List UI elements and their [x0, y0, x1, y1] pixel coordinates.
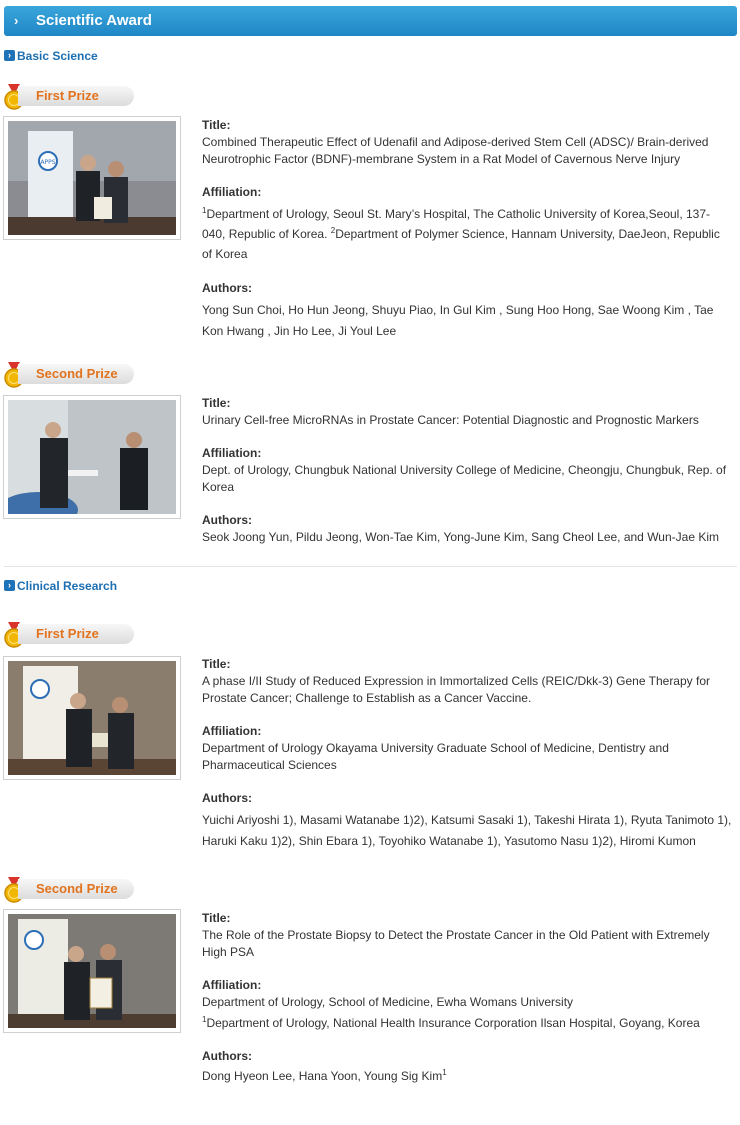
entry-3-details: Title: A phase I/II Study of Reduced Expression in Immortalized Cells (REIC/Dkk-3) Gene Therapy for Prostate Cancer; Challenge to Establish as a Cancer Vaccine. Affiliation: Department of Urology Okayama University Graduate School of Medicine, Dentistry and Pharmaceutical Sciences Authors: Yuichi Ariyoshi 1), Masami Watanabe 1)2), Katsumi Sasaki 1), Takeshi Hirata 1), Ryuta Tanimoto 1), Haruki Kaku 1)2), Shin Ebara 1), Toyohiko Watanabe 1), Yasutomo Nasu 1)2), Hiromi Kumon [202, 656, 732, 852]
arrow-bullet-icon: › [4, 50, 15, 61]
entry-2-details: Title: Urinary Cell-free MicroRNAs in Prostate Cancer: Potential Diagnostic and Prognostic Markers Affiliation: Dept. of Urology, Chungbuk National University College of Medicine, Cheongju, Chungbuk, Rep. of Korea Authors: Seok Joong Yun, Pildu Jeong, Won-Tae Kim, Yong-June Kim, Sang Cheol Lee, and Wun-Jae Kim [202, 395, 732, 546]
first-prize-badge: First Prize [4, 84, 134, 110]
apps-logo: APPS [40, 159, 56, 166]
award-photo [3, 116, 181, 240]
entry-affiliation: Dept. of Urology, Chungbuk National University College of Medicine, Cheongju, Chungbuk, Rep. of Korea [202, 463, 727, 494]
section-header [4, 6, 737, 36]
award-photo [3, 395, 181, 519]
second-prize-badge: Second Prize [4, 877, 134, 903]
entry-authors: Seok Joong Yun, Pildu Jeong, Won-Tae Kim, Yong-June Kim, Sang Cheol Lee, and Wun-Jae Kim [202, 530, 719, 544]
entry-authors: Dong Hyeon Lee, Hana Yoon, Young Sig Kim$^1$ [202, 1068, 447, 1083]
entry-title: The Role of the Prostate Biopsy to Detect the Prostate Cancer in the Old Patient with Extremely High PSA [202, 928, 710, 959]
award-photo [3, 909, 181, 1033]
second-prize-badge: Second Prize [4, 362, 134, 388]
entry-title: Urinary Cell-free MicroRNAs in Prostate Cancer: Potential Diagnostic and Prognostic Markers [202, 413, 699, 427]
divider [4, 566, 737, 567]
chevron-right-icon: › [14, 13, 19, 28]
arrow-bullet-icon: › [4, 580, 15, 591]
entry-4-details: Title: The Role of the Prostate Biopsy to Detect the Prostate Cancer in the Old Patient with Extremely High PSA Affiliation: Department of Urology, School of Medicine, Ewha Womans University $^1$Department of Urology, National Health Insurance Corporation Ilsan Hospital, Goyang, Korea Authors: Dong Hyeon Lee, Hana Yoon, Young Sig Kim$^1$ [202, 910, 732, 1085]
entry-affiliation: $^1$Department of Urology, Seoul St. Mary’s Hospital, The Catholic University of Korea,Seoul, 137-040, Republic of Korea. $^2$Department of Polymer Science, Hannam University, DaeJeon, Republic of Korea [202, 206, 720, 261]
entry-1-details: Title: Combined Therapeutic Effect of Udenafil and Adipose-derived Stem Cell (ADSC)/ Brain-derived Neurotrophic Factor (BDNF)-membrane System in a Rat Model of Cavernous Nerve Injury Affiliation: $^1$Department of Urology, Seoul St. Mary’s Hospital, The Catholic University of Korea,Seoul, 137-040, Republic of Korea. $^2$Department of Polymer Science, Hannam University, DaeJeon, Republic of Korea Authors: Yong Sun Choi, Ho Hun Jeong, Shuyu Piao, In Gul Kim , Sung Hoo Hong, Sae Woong Kim , Tae Kon Hwang , Jin Ho Lee, Ji Youl Lee [202, 117, 732, 342]
entry-affiliation: Department of Urology Okayama University Graduate School of Medicine, Dentistry and Pharmaceutical Sciences [202, 741, 669, 772]
entry-authors: Yuichi Ariyoshi 1), Masami Watanabe 1)2), Katsumi Sasaki 1), Takeshi Hirata 1), Ryuta Tanimoto 1), Haruki Kaku 1)2), Shin Ebara 1), Toyohiko Watanabe 1), Yasutomo Nasu 1)2), Hiromi Kumon [202, 813, 732, 848]
entry-affiliation-2: $^1$Department of Urology, National Health Insurance Corporation Ilsan Hospital, Goyang, Korea [202, 1015, 700, 1030]
entry-authors: Yong Sun Choi, Ho Hun Jeong, Shuyu Piao, In Gul Kim , Sung Hoo Hong, Sae Woong Kim , Tae Kon Hwang , Jin Ho Lee, Ji Youl Lee [202, 303, 714, 338]
entry-title: Combined Therapeutic Effect of Udenafil and Adipose-derived Stem Cell (ADSC)/ Brain-derived Neurotrophic Factor (BDNF)-membrane System in a Rat Model of Cavernous Nerve Injury [202, 135, 709, 166]
entry-title: A phase I/II Study of Reduced Expression in Immortalized Cells (REIC/Dkk-3) Gene Therapy for Prostate Cancer; Challenge to Establish as a Cancer Vaccine. [202, 674, 710, 705]
entry-affiliation: Department of Urology, School of Medicine, Ewha Womans University [202, 995, 574, 1009]
award-photo [3, 656, 181, 780]
first-prize-badge: First Prize [4, 622, 134, 648]
page-title: Scientific Award [36, 12, 152, 29]
